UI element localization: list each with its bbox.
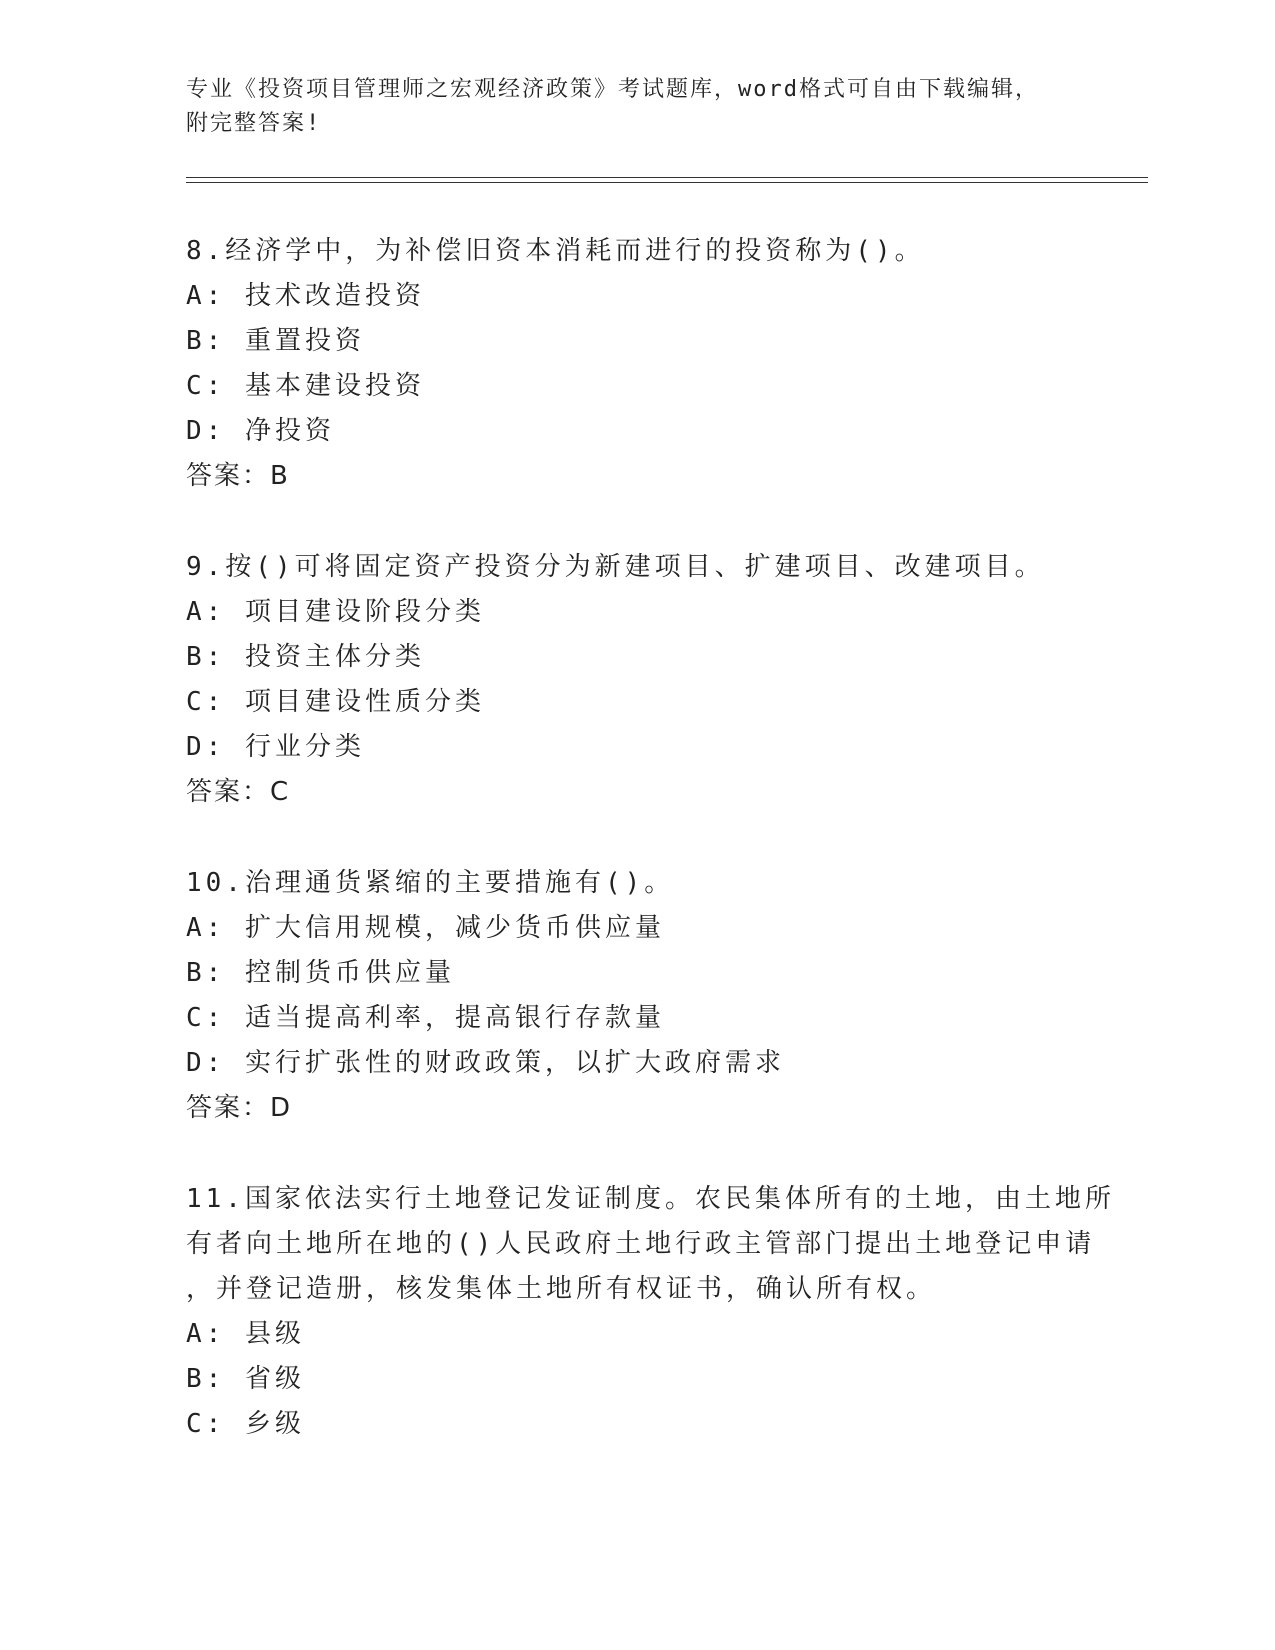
question-11-stem-line-3: ，并登记造册，核发集体土地所有权证书，确认所有权。: [186, 1274, 937, 1304]
question-9-option-c: C: 项目建设性质分类: [186, 687, 485, 717]
question-8-answer: 答案：B: [186, 461, 290, 491]
question-9-option-a: A: 项目建设阶段分类: [186, 597, 485, 627]
question-10-option-a: A: 扩大信用规模，减少货币供应量: [186, 913, 665, 943]
question-9-option-b: B: 投资主体分类: [186, 642, 425, 672]
question-10-option-d: D: 实行扩张性的财政政策，以扩大政府需求: [186, 1048, 785, 1078]
question-10-stem: 10.治理通货紧缩的主要措施有()。: [186, 868, 675, 898]
question-9-answer: 答案：C: [186, 777, 291, 807]
header-rule-bottom: [186, 182, 1148, 183]
header-rule-top: [186, 177, 1148, 178]
header-line-2: 附完整答案!: [186, 111, 322, 136]
question-11-stem-line-1: 11.国家依法实行土地登记发证制度。农民集体所有的土地，由土地所: [186, 1184, 1115, 1214]
question-11-option-c: C: 乡级: [186, 1409, 305, 1439]
question-11-option-b: B: 省级: [186, 1364, 305, 1394]
question-8-option-b: B: 重置投资: [186, 326, 365, 356]
question-11-stem-line-2: 有者向土地所在地的()人民政府土地行政主管部门提出土地登记申请: [186, 1229, 1096, 1259]
question-9-stem: 9.按()可将固定资产投资分为新建项目、扩建项目、改建项目。: [186, 552, 1045, 582]
question-10-answer: 答案：D: [186, 1093, 293, 1123]
question-8-option-a: A: 技术改造投资: [186, 281, 425, 311]
header-line-1: 专业《投资项目管理师之宏观经济政策》考试题库，word格式可自由下载编辑，: [186, 77, 1039, 102]
question-11-option-a: A: 县级: [186, 1319, 305, 1349]
question-9-option-d: D: 行业分类: [186, 732, 365, 762]
question-10-option-b: B: 控制货币供应量: [186, 958, 455, 988]
question-10-option-c: C: 适当提高利率，提高银行存款量: [186, 1003, 665, 1033]
question-8-stem: 8.经济学中，为补偿旧资本消耗而进行的投资称为()。: [186, 236, 925, 266]
question-8-option-c: C: 基本建设投资: [186, 371, 425, 401]
question-8-option-d: D: 净投资: [186, 416, 335, 446]
